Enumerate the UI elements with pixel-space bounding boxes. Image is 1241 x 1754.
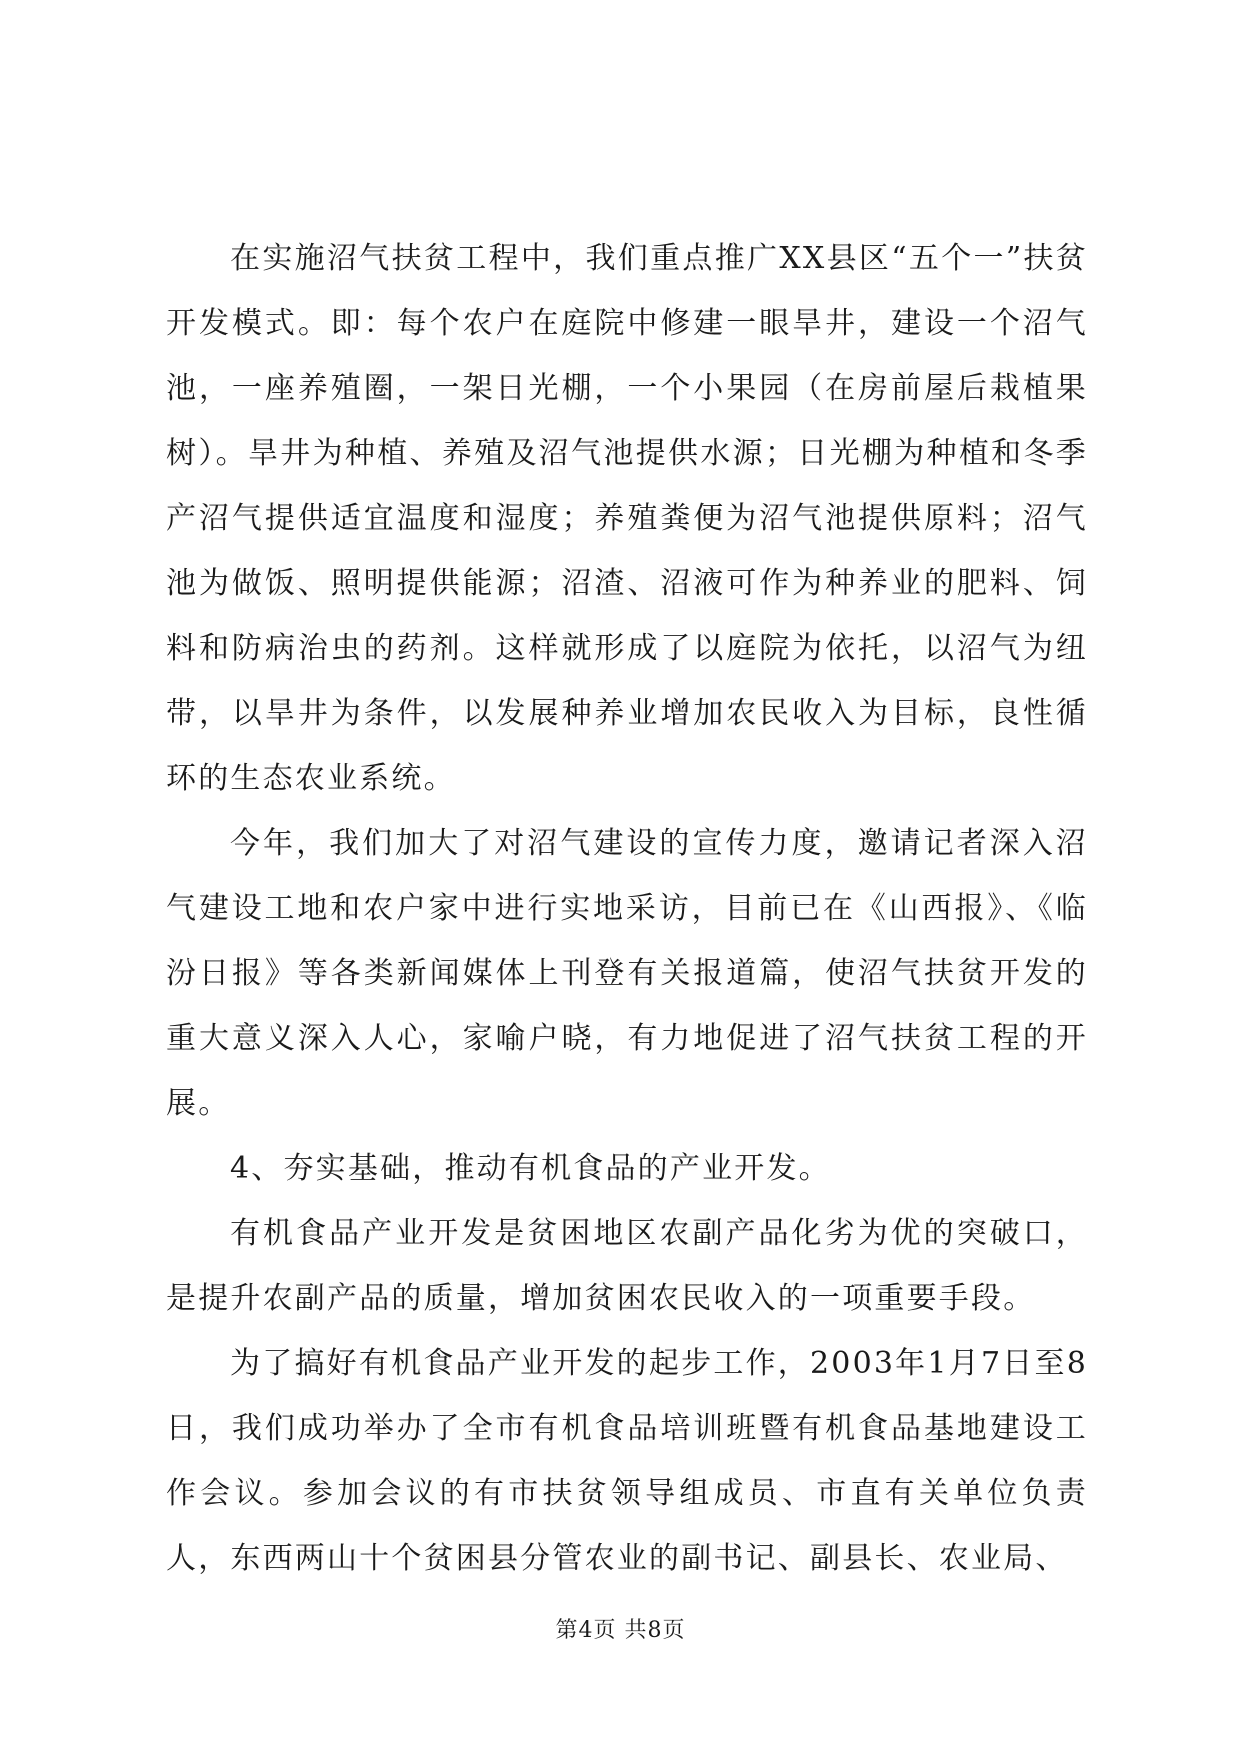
paragraph-training-meeting: 为了搞好有机食品产业开发的起步工作，2003年1月7日至8日，我们成功举办了全市有机食品培训班暨有机食品基地建设工作会议。参加会议的有市扶贫领导组成员、市直有关单位负责人，东西两山十个贫困县分管农业的副书记、副县长、农业局、 [166,1346,1088,1576]
paragraph-publicity: 今年，我们加大了对沼气建设的宣传力度，邀请记者深入沼气建设工地和农户家中进行实地采访，目前已在《山西报》、《临汾日报》等各类新闻媒体上刊登有关报道篇，使沼气扶贫开发的重大意义深入人心，家喻户晓，有力地促进了沼气扶贫工程的开展。 [166,826,1088,1121]
document-body [166,226,1088,1591]
paragraph-organic-food-importance: 有机食品产业开发是贫困地区农副产品化劣为优的突破口，是提升农副产品的质量，增加贫困农民收入的一项重要手段。 [166,1216,1088,1316]
page-number-footer: 第4页 共8页 [555,1618,686,1643]
section-heading-organic-food: 4、夯实基础，推动有机食品的产业开发。 [230,1151,831,1186]
paragraph-biogas-model: 在实施沼气扶贫工程中，我们重点推广XX县区“五个一”扶贫开发模式。即：每个农户在庭院中修建一眼旱井，建设一个沼气池，一座养殖圈，一架日光棚，一个小果园（在房前屋后栽植果树）。旱井为种植、养殖及沼气池提供水源；日光棚为种植和冬季产沼气提供适宜温度和湿度；养殖粪便为沼气池提供原料；沼气池为做饭、照明提供能源；沼渣、沼液可作为种养业的肥料、饲料和防病治虫的药剂。这样就形成了以庭院为依托，以沼气为纽带，以旱井为条件，以发展种养业增加农民收入为目标，良性循环的生态农业系统。 [166,241,1088,796]
